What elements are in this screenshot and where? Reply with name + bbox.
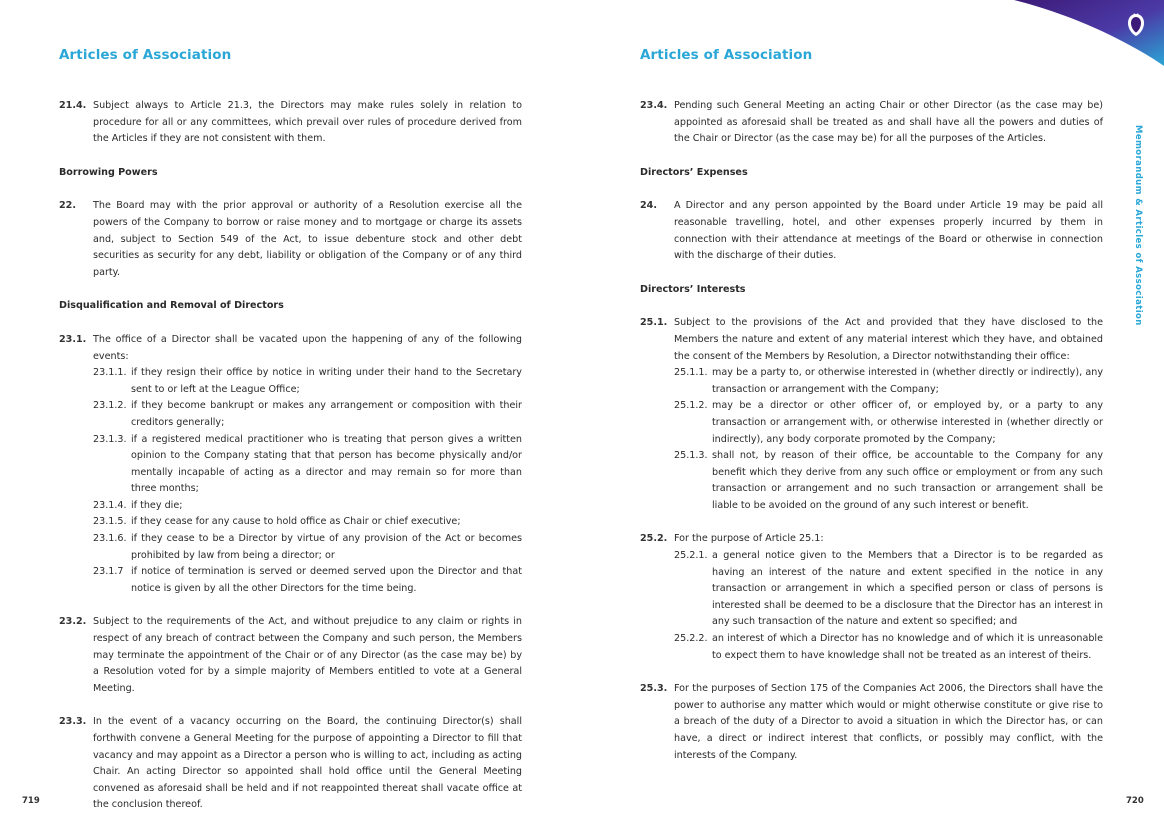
subclause-text: if they die;: [131, 499, 183, 511]
subclause-25-2-1: [674, 548, 1103, 631]
clause-number: 25.1.: [640, 317, 668, 329]
subclause-number: 23.1.4.: [93, 499, 127, 511]
page-number-right: 720: [1126, 796, 1144, 806]
subclause-number: 25.1.2.: [674, 400, 708, 412]
subclause-text: if a registered medical practitioner who is treating that person gives a written opinion to the Company stating that that person has become physically and/or mentally incapable of acting as a director and may remain so for more than three months;: [131, 433, 522, 495]
clause-text: Subject to the provisions of the Act and provided that they have disclosed to the Members the nature and extent of any material interest which they have, and obtained the consent of the Members by Resolution, a Director notwithstanding their office:: [674, 317, 1103, 362]
section-heading-disqualification: Disqualification and Removal of Directors: [59, 300, 284, 312]
section-heading-borrowing: Borrowing Powers: [59, 166, 158, 178]
subclause-number: 25.1.3.: [674, 450, 708, 462]
clause-21-4: [59, 98, 522, 148]
section-heading-expenses: Directors’ Expenses: [640, 166, 748, 178]
subclause-text: an interest of which a Director has no knowledge and of which it is unreasonable to expect them to have knowledge shall not be treated as an interest of theirs.: [712, 633, 1103, 661]
subclause-23-1-3: [93, 432, 522, 498]
clause-number: 23.4.: [640, 100, 668, 111]
subclause-23-1-6: [93, 531, 522, 564]
clause-text: A Director and any person appointed by the Board under Article 19 may be paid all reasonable travelling, hotel, and other expenses properly incurred by them in connection with their attendance at meetings of the Board or otherwise in connection with the discharge of their duties.: [674, 200, 1103, 262]
page-title: Articles of Association: [59, 47, 232, 63]
clause-text: For the purpose of Article 25.1:: [674, 533, 824, 545]
clause-23-1: [59, 332, 522, 365]
section-heading-interests: Directors’ Interests: [640, 283, 746, 295]
clause-text: Pending such General Meeting an acting Chair or other Director (as the case may be) appointed as aforesaid shall be treated as and shall have all the powers and duties of the Chair or Director (as the case may be) for all the purposes of the Articles.: [674, 100, 1103, 145]
subclause-23-1-7: [93, 564, 522, 597]
subclause-number: 25.1.1.: [674, 367, 708, 379]
clause-23-4: [640, 98, 1103, 148]
subclause-number: 23.1.5.: [93, 516, 127, 528]
clause-number: 23.3.: [59, 716, 87, 728]
clause-number: 23.2.: [59, 616, 87, 628]
clause-number: 24.: [640, 200, 657, 212]
subclause-25-1-2: [674, 398, 1103, 448]
clause-25-3: [640, 681, 1103, 764]
subclause-23-1-1: [93, 365, 522, 398]
clause-text: Subject always to Article 21.3, the Directors may make rules solely in relation to procedure for all or any committees, which prevail over rules of procedure derived from the Articles if they are not consistent with them.: [93, 100, 522, 145]
clause-text: The Board may with the prior approval or authority of a Resolution exercise all the powers of the Company to borrow or raise money and to mortgage or charge its assets and, subject to Section 549 of the Act, to issue debenture stock and other debt securities as security for any debt, liability or obligation of the Company or of any third party.: [93, 200, 522, 278]
clause-number: 25.3.: [640, 683, 668, 695]
subclause-text: if they resign their office by notice in writing under their hand to the Secretary sent to or left at the League Office;: [131, 367, 522, 395]
subclause-number: 23.1.3.: [93, 433, 127, 445]
subclause-text: shall not, by reason of their office, be accountable to the Company for any benefit which they derive from any such office or employment or from any such transaction or arrangement and no such transaction or arrangement shall be liable to be avoided on the ground of any such interest or benefit.: [712, 450, 1103, 511]
clause-number: 21.4.: [59, 100, 87, 111]
subclause-23-1-2: [93, 398, 522, 431]
clause-text: In the event of a vacancy occurring on the Board, the continuing Director(s) shall forthwith convene a General Meeting for the purpose of appointing a Director to fill that vacancy and may appoint as a Director a person who is willing to act, including as acting Chair. An acting Director so appointed shall hold office until the General Meeting convened as aforesaid shall be held and if not reappointed thereat shall vacate office at the conclusion thereof.: [93, 716, 522, 811]
subclause-number: 25.2.2.: [674, 633, 708, 645]
page-title: Articles of Association: [640, 47, 813, 63]
right-page: [582, 0, 1164, 825]
clause-23-2: [59, 614, 522, 697]
subclause-23-1-4: [93, 498, 522, 515]
subclause-number: 23.1.6.: [93, 533, 127, 545]
subclause-number: 23.1.2.: [93, 400, 127, 412]
subclause-text: a general notice given to the Members that a Director is to be regarded as having an interest of the nature and extent specified in the notice in any transaction or arrangement in which a specified person or class of persons is interested shall be deemed to be a disclosure that the Director has an interest in any such transaction of the nature and extent so specified; and: [712, 550, 1103, 628]
subclause-text: may be a party to, or otherwise interested in (whether directly or indirectly), any transaction or arrangement with the Company;: [712, 367, 1103, 395]
clause-22: [59, 198, 522, 281]
subclause-number: 23.1.1.: [93, 367, 127, 379]
subclause-text: if they cease for any cause to hold office as Chair or chief executive;: [131, 516, 461, 528]
subclause-text: if they cease to be a Director by virtue of any provision of the Act or becomes prohibited by law from being a director; or: [131, 533, 522, 561]
clause-23-3: [59, 714, 522, 814]
clause-24: [640, 198, 1103, 264]
clause-25-2: [640, 531, 1103, 548]
subclause-text: if notice of termination is served or deemed served upon the Director and that notice is given by all the other Directors for the time being.: [131, 566, 522, 594]
subclause-text: if they become bankrupt or makes any arrangement or composition with their creditors generally;: [131, 400, 522, 428]
clause-text: For the purposes of Section 175 of the Companies Act 2006, the Directors shall have the power to authorise any matter which would or might otherwise constitute or give rise to a breach of the duty of a Director to avoid a situation in which the Director has, or can have, a direct or indirect interest that conflicts, or possibly may conflict, with the interests of the Company.: [674, 683, 1103, 761]
left-body: [59, 98, 522, 814]
clause-number: 25.2.: [640, 533, 668, 545]
right-body: [640, 98, 1103, 764]
subclause-number: 25.2.1.: [674, 550, 708, 562]
subclause-25-2-2: [674, 631, 1103, 664]
clause-number: 22.: [59, 200, 76, 212]
clause-number: 23.1.: [59, 333, 87, 345]
subclause-25-1-3: [674, 448, 1103, 514]
subclause-number: 23.1.7: [93, 566, 124, 578]
subclause-23-1-5: [93, 514, 522, 531]
clause-text: Subject to the requirements of the Act, and without prejudice to any claim or rights in respect of any breach of contract between the Company and such person, the Members may terminate the appointment of the Chair or of any Director (as the case may be) by a Resolution voted for by a simple majority of Members entitled to vote at a General Meeting.: [93, 616, 522, 694]
clause-25-1: [640, 315, 1103, 365]
side-section-label: Memorandum & Articles of Association: [1133, 125, 1143, 326]
page-number-left: 719: [22, 796, 40, 806]
subclause-text: may be a director or other officer of, or employed by, or a party to any transaction or arrangement with, or otherwise interested in (whether directly or indirectly), any body corporate promoted by the Company;: [712, 400, 1103, 445]
clause-text: The office of a Director shall be vacated upon the happening of any of the following events:: [93, 333, 522, 362]
subclause-25-1-1: [674, 365, 1103, 398]
